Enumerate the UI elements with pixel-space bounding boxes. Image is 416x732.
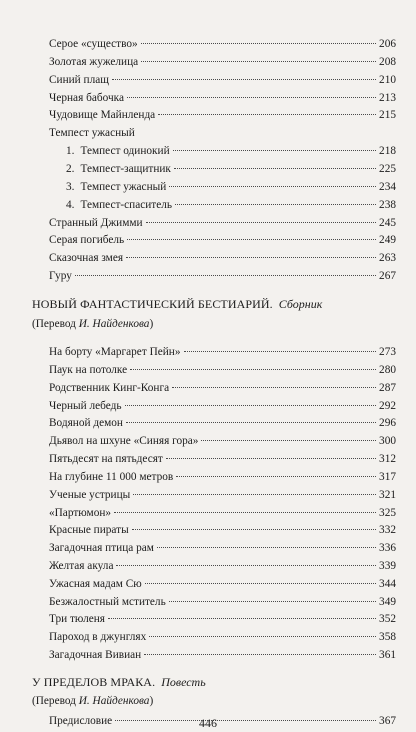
entry-title: Черная бабочка (49, 92, 124, 104)
credit-suffix: ) (149, 695, 154, 707)
dot-leader (126, 422, 376, 423)
entry-title: Родственник Кинг-Конга (49, 382, 170, 394)
toc-entry (49, 233, 396, 247)
dot-leader (133, 494, 376, 495)
dot-leader (132, 529, 376, 530)
entry-title: Черный лебедь (49, 400, 122, 412)
dot-leader (141, 61, 376, 62)
entry-page: 210 (379, 74, 396, 86)
entry-page: 296 (379, 417, 396, 429)
toc-entry (49, 91, 396, 105)
entry-title: Чудовище Майнленда (49, 109, 156, 121)
entry-title: Сказочная змея (49, 252, 124, 264)
dot-leader (125, 405, 377, 406)
dot-leader (149, 636, 376, 637)
toc-entry (49, 251, 396, 265)
toc-subentry (66, 162, 396, 176)
entry-page: 273 (379, 346, 396, 358)
entry-page: 225 (379, 163, 396, 175)
dot-leader (114, 512, 376, 513)
entry-title: Дьявол на шхуне «Синяя гора» (49, 435, 199, 447)
credit-suffix: ) (149, 318, 154, 330)
entry-title: Предисловие (49, 715, 113, 727)
toc-entry (49, 470, 396, 484)
dot-leader (157, 547, 376, 548)
entry-page: 300 (379, 435, 396, 447)
toc-entry (49, 595, 396, 609)
toc-entry (49, 452, 396, 466)
dot-leader (130, 369, 376, 370)
dot-leader (174, 168, 376, 169)
entry-page: 287 (379, 382, 396, 394)
toc-entry (49, 381, 396, 395)
toc-subentry (66, 144, 396, 158)
dot-leader (127, 97, 376, 98)
toc-entry (49, 108, 396, 122)
entry-title: Желтая акула (49, 560, 114, 572)
dot-leader (141, 43, 376, 44)
section-title: НОВЫЙ ФАНТАСТИЧЕСКИЙ БЕСТИАРИЙ. (32, 297, 273, 311)
entry-title: Ужасная мадам Сю (49, 578, 142, 590)
translator-credit (32, 317, 153, 331)
entry-title: Ученые устрицы (49, 489, 131, 501)
toc-entry (49, 630, 396, 644)
entry-page: 234 (379, 181, 396, 193)
toc-entry (49, 434, 396, 448)
entry-page: 280 (379, 364, 396, 376)
dot-leader (127, 239, 376, 240)
entry-title: Пароход в джунглях (49, 631, 147, 643)
entry-page: 267 (379, 270, 396, 282)
dot-leader (184, 351, 377, 352)
dot-leader (144, 654, 376, 655)
entry-title: Темпест одинокий (80, 145, 170, 157)
entry-page: 339 (379, 560, 396, 572)
toc-entry (49, 37, 396, 51)
entry-page: 361 (379, 649, 396, 661)
toc-entry (49, 126, 396, 140)
entry-number: 4. (66, 199, 75, 211)
toc-entry (49, 488, 396, 502)
toc-entry (49, 55, 396, 69)
toc-entry (49, 416, 396, 430)
toc-entry (49, 269, 396, 283)
toc-entry (49, 399, 396, 413)
dot-leader (112, 79, 376, 80)
entry-page: 317 (379, 471, 396, 483)
toc-entry (49, 216, 396, 230)
entry-title: Темпест-спаситель (80, 199, 173, 211)
section-genre: Сборник (278, 297, 323, 311)
toc-entry (49, 523, 396, 537)
entry-title: Серая погибель (49, 234, 125, 246)
toc-entry (49, 559, 396, 573)
entry-title: Красные пираты (49, 524, 129, 536)
entry-title: На борту «Маргарет Пейн» (49, 346, 181, 358)
toc-entry (49, 506, 396, 520)
toc-entry (49, 363, 396, 377)
dot-leader (201, 440, 376, 441)
entry-page: 344 (379, 578, 396, 590)
toc-entry (49, 577, 396, 591)
entry-page: 245 (379, 217, 396, 229)
dot-leader (126, 257, 376, 258)
dot-leader (116, 565, 376, 566)
dot-leader (166, 458, 376, 459)
entry-number: 1. (66, 145, 75, 157)
entry-title: Безжалостный мститель (49, 596, 166, 608)
dot-leader (173, 150, 376, 151)
entry-page: 263 (379, 252, 396, 264)
entry-page: 321 (379, 489, 396, 501)
entry-title: Синий плащ (49, 74, 109, 86)
entry-title: На глубине 11 000 метров (49, 471, 174, 483)
entry-page: 312 (379, 453, 396, 465)
page-number: 446 (199, 716, 217, 730)
toc-entry (49, 345, 396, 359)
dot-leader (145, 583, 376, 584)
entry-title: Серое «существо» (49, 38, 138, 50)
dot-leader (75, 275, 376, 276)
credit-prefix: (Перевод (32, 318, 79, 330)
dot-leader (176, 476, 376, 477)
entry-page: 213 (379, 92, 396, 104)
entry-page: 349 (379, 596, 396, 608)
section-heading (32, 675, 206, 690)
entry-title: Темпест ужасный (80, 181, 167, 193)
entry-page: 218 (379, 145, 396, 157)
entry-page: 292 (379, 400, 396, 412)
entry-page: 352 (379, 613, 396, 625)
toc-entry (49, 612, 396, 626)
toc-entry (49, 541, 396, 555)
entry-page: 249 (379, 234, 396, 246)
dot-leader (172, 387, 376, 388)
section-heading (32, 297, 322, 312)
entry-title: Пятьдесят на пятьдесят (49, 453, 163, 465)
entry-title: Темпест ужасный (49, 127, 135, 139)
translator-name: И. Найденкова (78, 695, 150, 707)
toc-entry (49, 73, 396, 87)
entry-title: Три тюленя (49, 613, 105, 625)
entry-title: Водяной демон (49, 417, 123, 429)
dot-leader (158, 114, 376, 115)
entry-page: 332 (379, 524, 396, 536)
entry-page: 238 (379, 199, 396, 211)
entry-title: Гуру (49, 270, 72, 282)
entry-page: 367 (379, 715, 396, 727)
entry-page: 206 (379, 38, 396, 50)
entry-title: Золотая жужелица (49, 56, 139, 68)
toc-subentry (66, 198, 396, 212)
entry-page: 358 (379, 631, 396, 643)
section-title: У ПРЕДЕЛОВ МРАКА. (32, 675, 156, 689)
dot-leader (175, 204, 376, 205)
entry-page: 325 (379, 507, 396, 519)
dot-leader (146, 222, 376, 223)
entry-title: Темпест-защитник (80, 163, 171, 175)
dot-leader (108, 618, 376, 619)
credit-prefix: (Перевод (32, 695, 79, 707)
entry-title: Странный Джимми (49, 217, 143, 229)
entry-page: 208 (379, 56, 396, 68)
translator-credit (32, 694, 153, 708)
entry-page: 215 (379, 109, 396, 121)
translator-name: И. Найденкова (78, 318, 150, 330)
toc-entry (49, 648, 396, 662)
entry-number: 2. (66, 163, 75, 175)
entry-title: Загадочная птица рам (49, 542, 154, 554)
dot-leader (169, 186, 376, 187)
entry-title: «Партюмон» (49, 507, 112, 519)
entry-number: 3. (66, 181, 75, 193)
entry-title: Загадочная Вивиан (49, 649, 142, 661)
dot-leader (169, 601, 376, 602)
entry-title: Паук на потолке (49, 364, 128, 376)
section-genre: Повесть (161, 675, 206, 689)
toc-subentry (66, 180, 396, 194)
entry-page: 336 (379, 542, 396, 554)
